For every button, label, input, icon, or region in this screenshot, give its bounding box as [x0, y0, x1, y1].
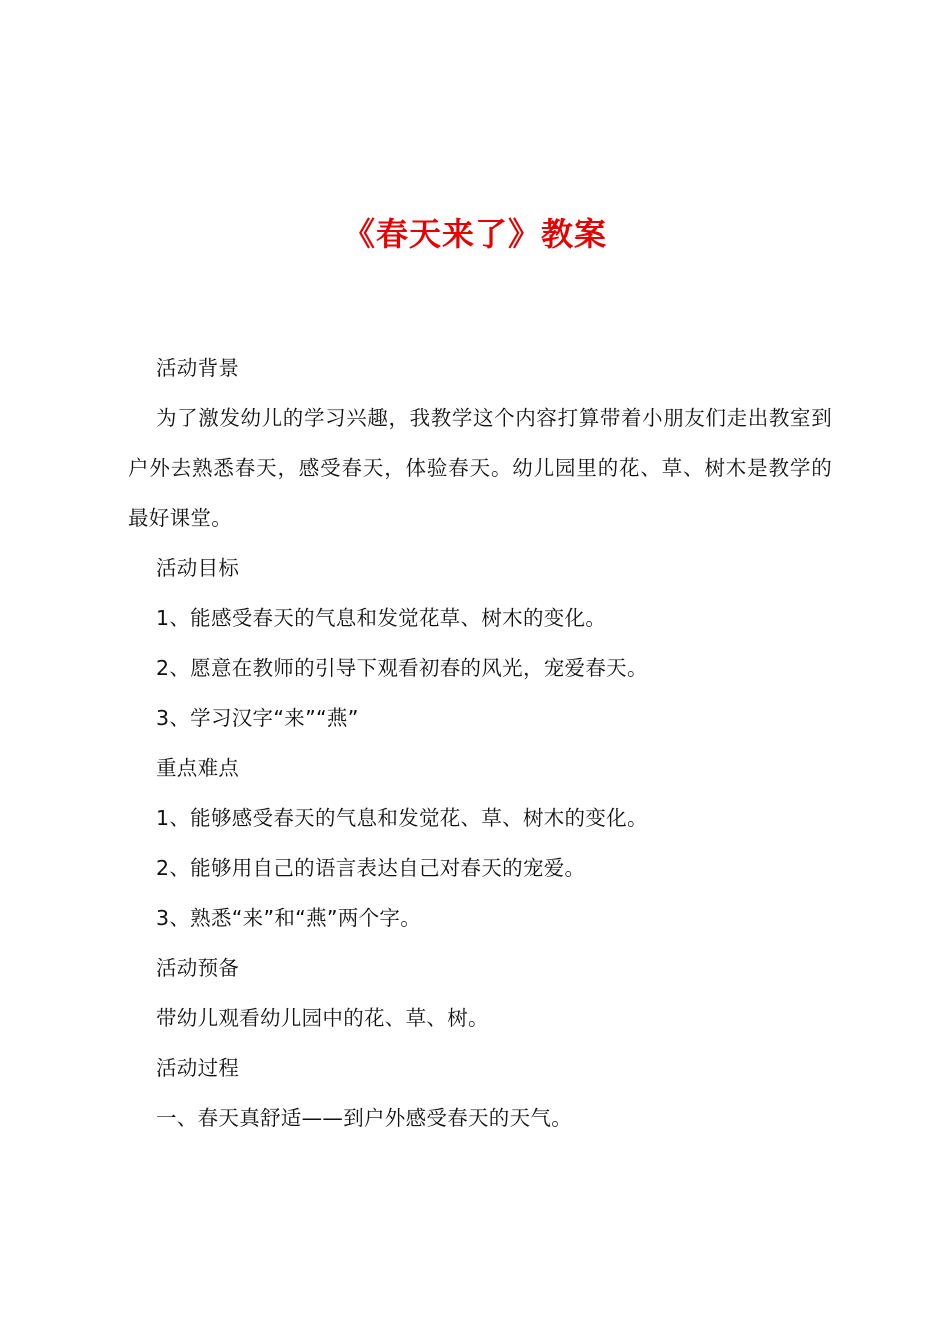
- goal-item-2: 2、愿意在教师的引导下观看初春的风光，宠爱春天。: [156, 656, 648, 680]
- key-point-item-1: 1、能够感受春天的气息和发觉花、草、树木的变化。: [156, 806, 648, 830]
- section-heading-process: 活动过程: [156, 1056, 240, 1080]
- key-point-item-2: 2、能够用自己的语言表达自己对春天的宠爱。: [156, 856, 586, 880]
- process-step-1: 一、春天真舒适——到户外感受春天的天气。: [156, 1106, 572, 1130]
- section-heading-preparation: 活动预备: [156, 956, 240, 980]
- key-point-item-3: 3、熟悉“来”和“燕”两个字。: [156, 906, 422, 930]
- section-heading-background: 活动背景: [156, 356, 240, 380]
- goal-item-3: 3、学习汉字“来”“燕”: [156, 706, 359, 730]
- document-title: 《春天来了》教案: [342, 215, 607, 253]
- document-body: [128, 343, 832, 1143]
- goal-item-1: 1、能感受春天的气息和发觉花草、树木的变化。: [156, 606, 607, 630]
- section-heading-key-points: 重点难点: [156, 756, 240, 780]
- background-paragraph: 为了激发幼儿的学习兴趣，我教学这个内容打算带着小朋友们走出教室到户外去熟悉春天，感受春天，体验春天。幼儿园里的花、草、树木是教学的最好课堂。: [128, 406, 832, 530]
- preparation-paragraph: 带幼儿观看幼儿园中的花、草、树。: [156, 1006, 489, 1030]
- section-heading-goals: 活动目标: [156, 556, 240, 580]
